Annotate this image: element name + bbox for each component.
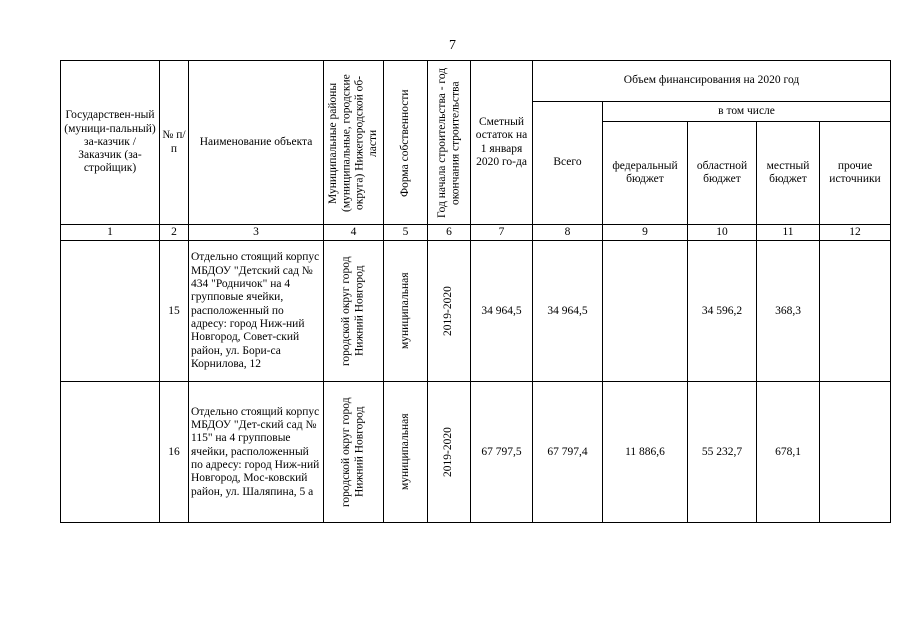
row-federal [603, 241, 688, 382]
row-local: 678,1 [757, 382, 820, 523]
header-years [428, 61, 471, 225]
row-district-text: городской округ город Нижний Новгород [340, 256, 366, 367]
row-ownership [384, 382, 428, 523]
header-regional: областной бюджет [688, 122, 757, 225]
column-number: 2 [160, 225, 189, 241]
header-ownership [384, 61, 428, 225]
row-regional: 34 596,2 [688, 241, 757, 382]
page-number: 7 [449, 38, 456, 53]
header-including: в том числе [603, 102, 891, 122]
column-number: 10 [688, 225, 757, 241]
financing-table [60, 60, 891, 523]
row-ownership-text: муниципальная [398, 414, 411, 491]
row-federal: 11 886,6 [603, 382, 688, 523]
row-years-text: 2019-2020 [442, 286, 455, 337]
row-customer [61, 382, 160, 523]
row-other [820, 241, 891, 382]
table-row [61, 241, 891, 382]
row-object-name: Отдельно стоящий корпус МБДОУ "Детский сад № 434 "Родничок" на 4 групповые ячейки, расположенный по адресу: город Ниж-ний Новгород, Совет-ский район, ул. Бори-са Корнилова, 12 [189, 241, 324, 382]
row-years [428, 241, 471, 382]
row-other [820, 382, 891, 523]
row-years-text: 2019-2020 [442, 427, 455, 478]
row-district [324, 241, 384, 382]
header-number: № п/п [160, 61, 189, 225]
row-district-text: городской округ город Нижний Новгород [340, 397, 366, 508]
row-district [324, 382, 384, 523]
row-number: 15 [160, 241, 189, 382]
column-number: 12 [820, 225, 891, 241]
header-estimated-balance: Сметный остаток на 1 января 2020 го-да [471, 61, 533, 225]
row-local: 368,3 [757, 241, 820, 382]
column-number: 4 [324, 225, 384, 241]
column-number: 6 [428, 225, 471, 241]
column-number: 5 [384, 225, 428, 241]
row-years [428, 382, 471, 523]
column-numbers-row [61, 225, 891, 241]
header-total: Всего [533, 102, 603, 225]
header-other: прочие источники [820, 122, 891, 225]
row-customer [61, 241, 160, 382]
header-district-text: Муниципальные районы (муниципальные, городские округа) Нижегородской об-ласти [326, 73, 379, 212]
row-number: 16 [160, 382, 189, 523]
header-financing-title: Объем финансирования на 2020 год [533, 61, 891, 102]
column-number: 1 [61, 225, 160, 241]
header-customer: Государствен-ный (муници-пальный) за-казчик / Заказчик (за-стройщик) [61, 61, 160, 225]
row-object-name: Отдельно стоящий корпус МБДОУ "Дет-ский сад № 115" на 4 групповые ячейки, расположенный по адресу: город Ниж-ний Новгород, Мос-ковский район, ул. Шаляпина, 5 а [189, 382, 324, 523]
row-estimated-balance: 67 797,5 [471, 382, 533, 523]
header-federal: федеральный бюджет [603, 122, 688, 225]
row-estimated-balance: 34 964,5 [471, 241, 533, 382]
column-number: 8 [533, 225, 603, 241]
table-row [61, 382, 891, 523]
column-number: 3 [189, 225, 324, 241]
row-ownership [384, 241, 428, 382]
header-years-text: Год начала строительства - год окончания строительства [435, 67, 461, 218]
column-number: 11 [757, 225, 820, 241]
header-district [324, 61, 384, 225]
row-total: 67 797,4 [533, 382, 603, 523]
column-number: 7 [471, 225, 533, 241]
header-ownership-text: Форма собственности [398, 88, 411, 197]
header-local: местный бюджет [757, 122, 820, 225]
header-object-name: Наименование объекта [189, 61, 324, 225]
column-number: 9 [603, 225, 688, 241]
row-total: 34 964,5 [533, 241, 603, 382]
row-regional: 55 232,7 [688, 382, 757, 523]
row-ownership-text: муниципальная [398, 273, 411, 350]
